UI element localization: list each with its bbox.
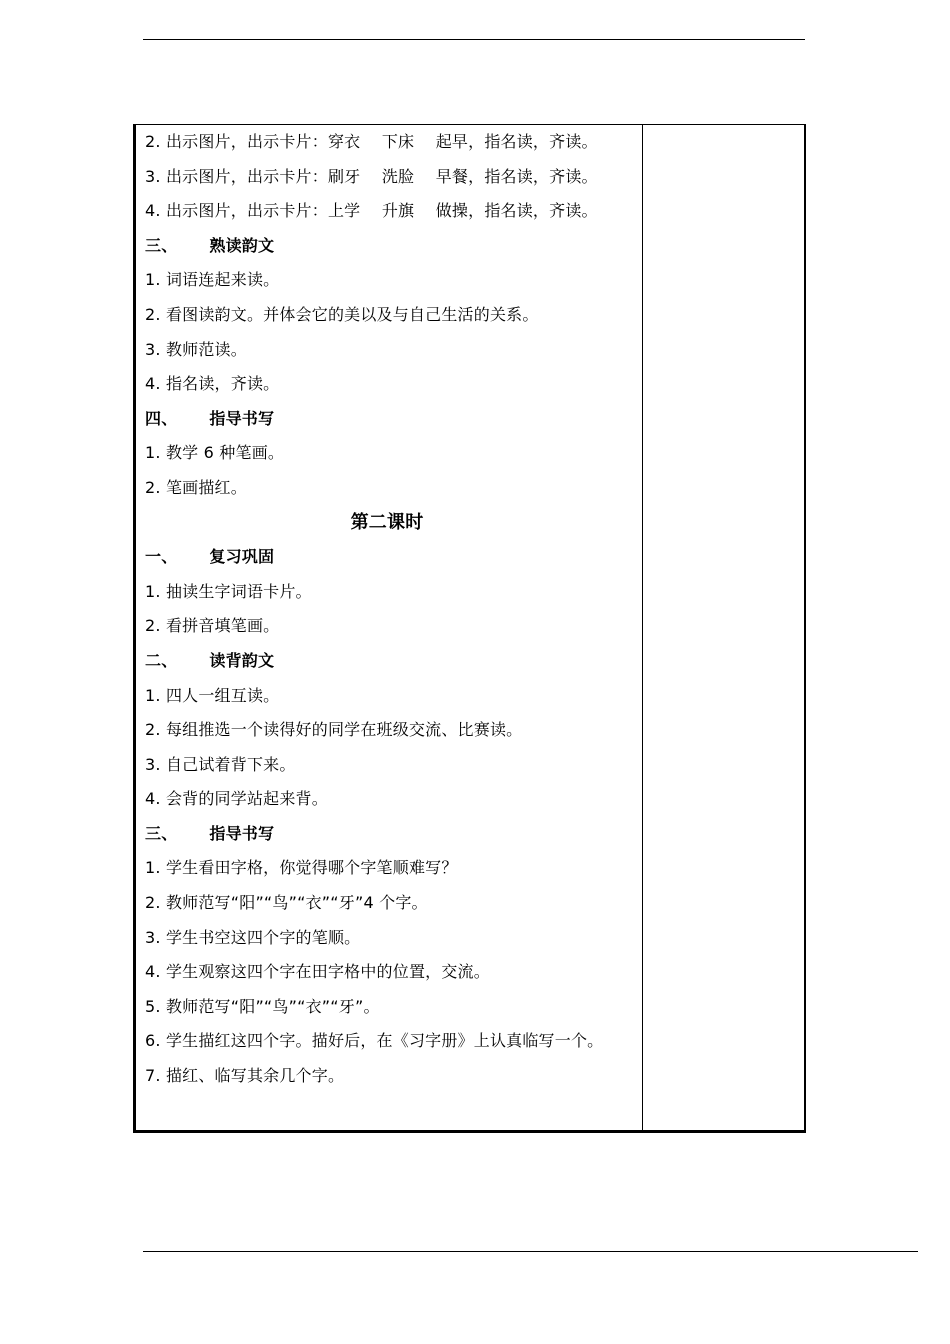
step-item: 3. 教师范读。 <box>145 339 247 359</box>
section-label: 指导书写 <box>209 823 275 843</box>
step-item: 3. 出示图片，出示卡片：刷牙 洗脸 早餐，指名读，齐读。 <box>145 166 598 186</box>
section-number: 二、 <box>145 650 178 670</box>
footer-rule <box>143 1251 918 1252</box>
section-heading <box>145 229 639 264</box>
section-number: 三、 <box>145 823 178 843</box>
step-item: 4. 指名读，齐读。 <box>145 374 280 394</box>
step-item: 2. 每组推选一个读得好的同学在班级交流、比赛读。 <box>145 720 523 740</box>
step-item: 2. 看图读韵文。并体会它的美以及与自己生活的关系。 <box>145 304 539 324</box>
notes-column <box>643 125 804 1130</box>
section-label: 复习巩固 <box>209 547 275 567</box>
section-number: 三、 <box>145 235 178 255</box>
section-label: 熟读韵文 <box>209 235 275 255</box>
section-number: 四、 <box>145 408 178 428</box>
section-label: 读背韵文 <box>209 650 275 670</box>
step-item: 1. 四人一组互读。 <box>145 685 280 705</box>
step-item: 4. 学生观察这四个字在田字格中的位置，交流。 <box>145 962 490 982</box>
teaching-process-column <box>136 125 643 1130</box>
lesson-period-title: 第二课时 <box>350 511 424 533</box>
step-item: 2. 看拼音填笔画。 <box>145 616 280 636</box>
section-heading <box>145 540 639 575</box>
header-rule <box>143 39 805 40</box>
step-item: 2. 笔画描红。 <box>145 477 247 497</box>
step-item: 5. 教师范写“阳”“鸟”“衣”“牙”。 <box>145 996 380 1016</box>
step-item: 1. 教学 6 种笔画。 <box>145 443 285 463</box>
step-item: 4. 会背的同学站起来背。 <box>145 789 328 809</box>
step-item: 1. 抽读生字词语卡片。 <box>145 581 312 601</box>
section-number: 一、 <box>145 547 178 567</box>
step-item: 7. 描红、临写其余几个字。 <box>145 1066 345 1086</box>
step-item: 4. 出示图片，出示卡片：上学 升旗 做操，指名读，齐读。 <box>145 201 598 221</box>
step-item: 3. 自己试着背下来。 <box>145 754 296 774</box>
step-item: 2. 出示图片，出示卡片：穿衣 下床 起早，指名读，齐读。 <box>145 132 598 151</box>
lesson-plan-table <box>133 124 806 1133</box>
step-item: 1. 学生看田字格，你觉得哪个字笔顺难写？ <box>145 858 458 878</box>
step-item: 2. 教师范写“阳”“鸟”“衣”“牙”4 个字。 <box>145 893 428 913</box>
section-heading <box>145 402 639 437</box>
section-label: 指导书写 <box>209 408 275 428</box>
section-heading <box>145 817 639 852</box>
lesson-steps <box>145 125 639 1094</box>
step-item: 1. 词语连起来读。 <box>145 270 280 290</box>
step-item: 3. 学生书空这四个字的笔顺。 <box>145 927 361 947</box>
section-heading <box>145 644 639 679</box>
step-item: 6. 学生描红这四个字。描好后，在《习字册》上认真临写一个。 <box>145 1031 604 1051</box>
